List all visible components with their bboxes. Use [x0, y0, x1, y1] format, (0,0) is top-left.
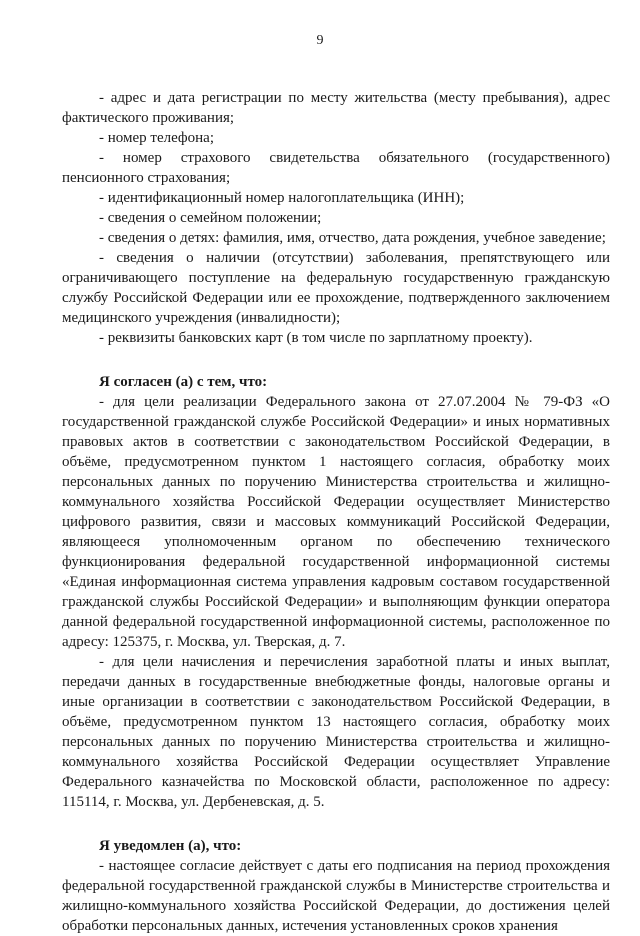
- agree-paragraph: - для цели начисления и перечисления заработной платы и иных выплат, передачи данных в государственные внебюджетные фонды, налоговые органы и иные организации в соответствии с законодательством Российской Федерации, в объёме, предусмотренном пунктом 13 настоящего согласия, обработку моих персональных данных по поручению Министерства строительства и жилищно-коммунального хозяйства Российской Федерации осуществляет Управление Федерального казначейства по Московской области, расположенное по адресу: 115114, г. Москва, ул. Дербеневская, д. 5.: [62, 654, 610, 810]
- list-item: - сведения о наличии (отсутствии) заболевания, препятствующего или ограничивающего поступление на федеральную государственную гражданскую службу Российской Федерации или ее прохождение, подтвержденного заключением медицинского учреждения (инвалидности);: [62, 250, 610, 326]
- agree-heading: Я согласен (а) с тем, что:: [99, 374, 268, 390]
- list-item: - сведения о детях: фамилия, имя, отчество, дата рождения, учебное заведение;: [99, 230, 606, 246]
- list-item: - номер телефона;: [99, 130, 214, 146]
- list-item: - сведения о семейном положении;: [99, 210, 322, 226]
- list-item: - реквизиты банковских карт (в том числе по зарплатному проекту).: [99, 330, 533, 346]
- list-item: - идентификационный номер налогоплательщика (ИНН);: [99, 190, 465, 206]
- page-number: 9: [316, 33, 324, 48]
- agree-paragraph: - для цели реализации Федерального закона от 27.07.2004 № 79-ФЗ «О государственной гражданской службе Российской Федерации» и иных нормативных правовых актов в соответствии с законодательством Российской Федерации, в объёме, предусмотренном пунктом 1 настоящего согласия, обработку моих персональных данных по поручению Министерства строительства и жилищно-коммунального хозяйства Российской Федерации осуществляет Министерство цифрового развития, связи и массовых коммуникаций Российской Федерации, являющееся уполномоченным органом по обеспечению технического функционирования федеральной государственной информационной системы «Единая информационная система управления кадровым составом государственной гражданской службы Российской Федерации» и выполняющим функции оператора данной федеральной государственной информационной системы, расположенное по адресу: 125375, г. Москва, ул. Тверская, д. 7.: [62, 394, 610, 650]
- list-item: - адрес и дата регистрации по месту жительства (месту пребывания), адрес фактического проживания;: [62, 90, 610, 126]
- personal-data-list: [62, 88, 610, 348]
- agree-section: [62, 372, 610, 812]
- notified-section: [62, 836, 610, 936]
- list-item: - номер страхового свидетельства обязательного (государственного) пенсионного страхования;: [62, 150, 610, 186]
- notified-heading: Я уведомлен (а), что:: [99, 838, 242, 854]
- notified-paragraph: - настоящее согласие действует с даты его подписания на период прохождения федеральной государственной гражданской службы в Министерстве строительства и жилищно-коммунального хозяйства Российской Федерации, до достижения целей обработки персональных данных, истечения установленных сроков хранения: [62, 858, 610, 934]
- document-body: [62, 88, 610, 936]
